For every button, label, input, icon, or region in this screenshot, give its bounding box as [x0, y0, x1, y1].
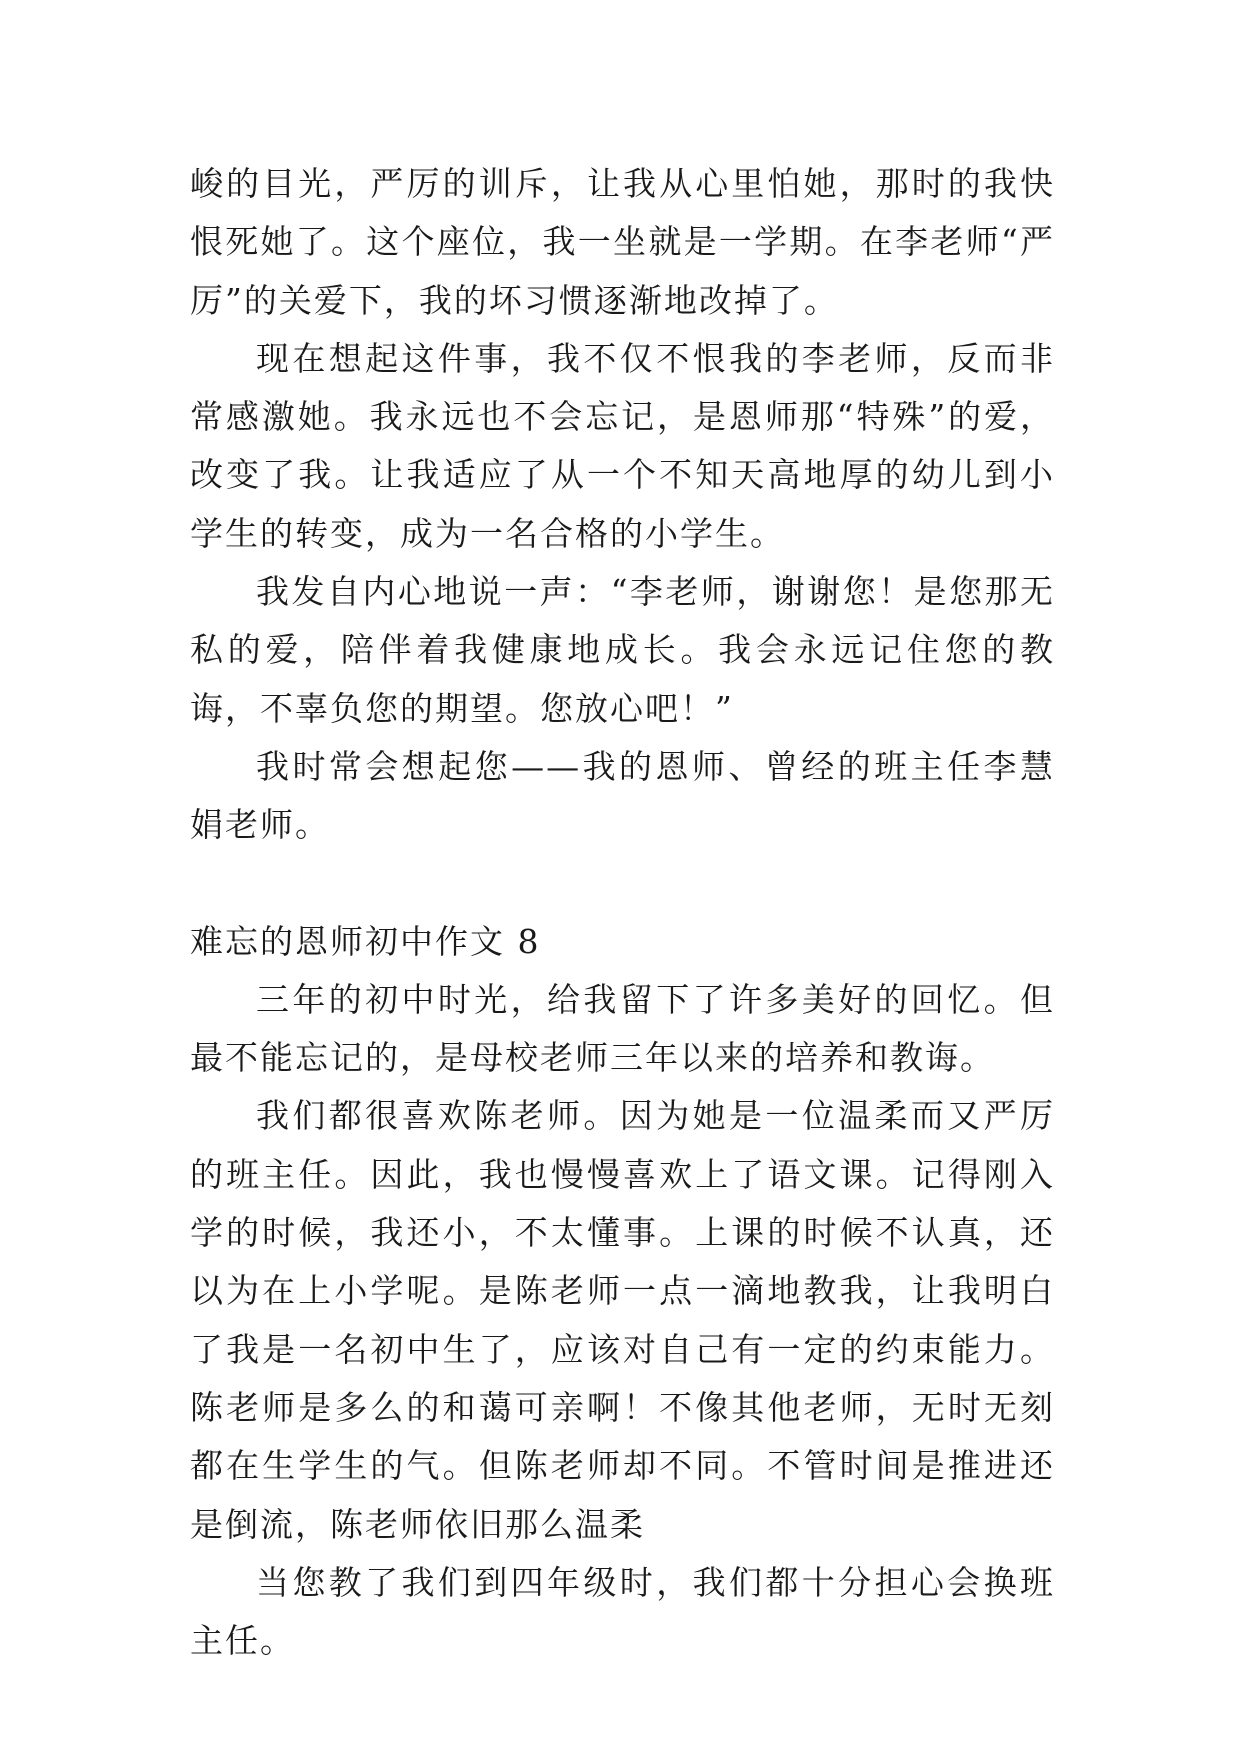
- section-title: 难忘的恩师初中作文 8: [190, 921, 541, 961]
- paragraph: 我时常会想起您——我的恩师、曾经的班主任李慧娟老师。: [190, 746, 1055, 845]
- paragraph: 现在想起这件事，我不仅不恨我的李老师，反而非常感激她。我永远也不会忘记，是恩师那“特殊”的爱，改变了我。让我适应了从一个不知天高地厚的幼儿到小学生的转变，成为一名合格的小学生。: [190, 338, 1055, 553]
- paragraph: 我们都很喜欢陈老师。因为她是一位温柔而又严厉的班主任。因此，我也慢慢喜欢上了语文课。记得刚入学的时候，我还小，不太懂事。上课的时候不认真，还以为在上小学呢。是陈老师一点一滴地教我，让我明白了我是一名初中生了，应该对自己有一定的约束能力。陈老师是多么的和蔼可亲啊！不像其他老师，无时无刻都在生学生的气。但陈老师却不同。不管时间是推进还是倒流，陈老师依旧那么温柔: [190, 1096, 1055, 1544]
- document-page: [190, 155, 1055, 1670]
- paragraph: 我发自内心地说一声：“李老师，谢谢您！是您那无私的爱，陪伴着我健康地成长。我会永远记住您的教诲，不辜负您的期望。您放心吧！”: [190, 572, 1055, 728]
- paragraph: 当您教了我们到四年级时，我们都十分担心会换班主任。: [190, 1562, 1055, 1661]
- paragraph: 三年的初中时光，给我留下了许多美好的回忆。但最不能忘记的，是母校老师三年以来的培养和教诲。: [190, 979, 1055, 1078]
- paragraph-continuation: 峻的目光，严厉的训斥，让我从心里怕她，那时的我快恨死她了。这个座位，我一坐就是一学期。在李老师“严厉”的关爱下，我的坏习惯逐渐地改掉了。: [190, 164, 1055, 320]
